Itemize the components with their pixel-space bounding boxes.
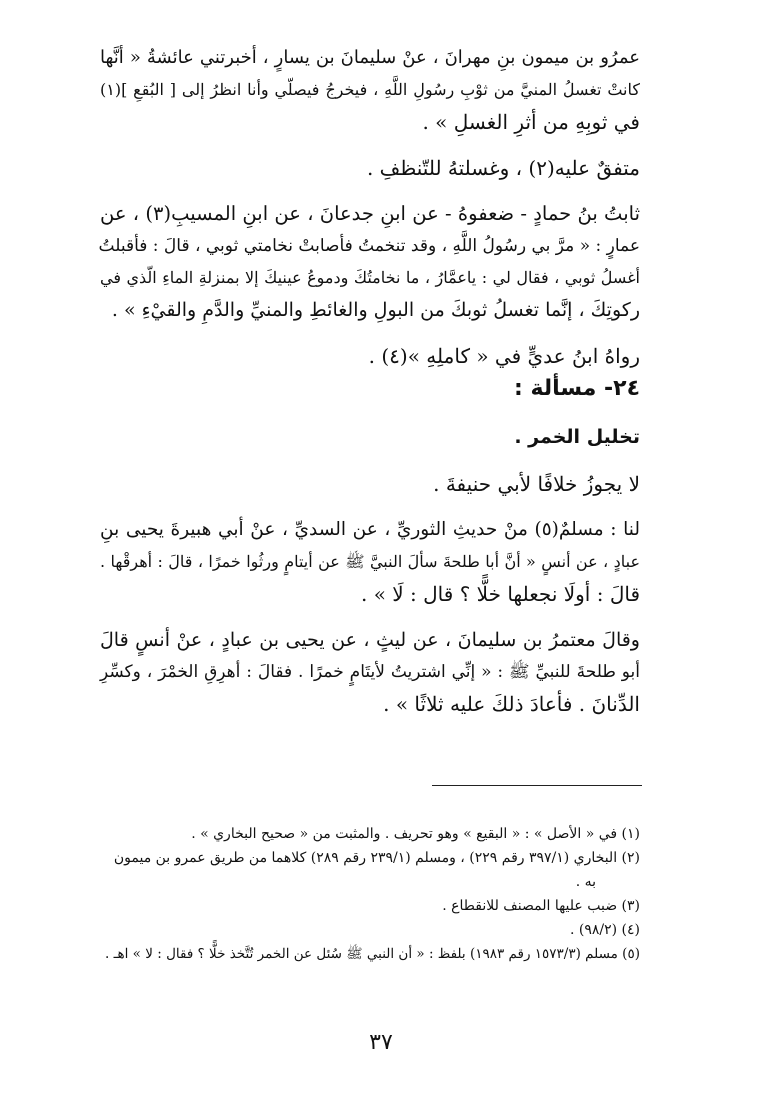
text-line: في ثوبِهِ من أثرِ الغسلِ » . [422,110,640,134]
text-line: كانتْ تغسلُ المنيَّ من ثوْبِ رسُولِ اللَّهِ ، فيخرجُ فيصلّي وأنا انظرُ إلى [ البُقعِ ](١) [100,80,640,99]
text-line: ثابتُ بنُ حمادٍ - ضعفوهُ - عن ابنِ جدعانَ ، عن ابنِ المسيبِ(٣) ، عن [100,202,640,225]
text-line: رواهُ ابنُ عديٍّ في « كاملِهِ »(٤) . [368,344,640,368]
text-line: أغسلُ ثوبي ، فقال لي : ياعمَّارُ ، ما نخامتُكَ ودموعُ عينيكَ إلا بمنزلةِ الماءِ الّذي في [100,268,640,287]
text-line: لنا : مسلمٌ(٥) منْ حديثِ الثوريِّ ، عن السديِّ ، عنْ أبي هبيرةَ يحيى بنِ [100,519,640,540]
footnotes [100,822,640,966]
text-line: لا يجوزُ خلافًا لأبي حنيفةَ . [433,472,640,496]
footnote: (٣) ضبب عليها المصنف للانقطاع . [442,898,640,914]
page-number: ٣٧ [369,1030,393,1055]
page-body [100,42,640,720]
text-line: وقالَ معتمرُ بن سليمانَ ، عن ليثٍ ، عن يحيى بن عبادٍ ، عنْ أنسٍ قالَ [100,629,640,651]
footnote-divider [432,785,642,786]
text-line: ركوتِكَ ، إنَّما تغسلُ ثوبكَ من البولِ والغائطِ والمنيِّ والدَّمِ والقيْءِ » . [111,299,640,321]
text-line: عبادٍ ، عن أنسٍ « أنَّ أبا طلحةَ سألَ النبيَّ ﷺ عن أيتامٍ ورثُوا خمرًا ، قالَ : أهرقْها . [100,552,640,571]
footnote: (٥) مسلم (١٥٧٣/٣ رقم ١٩٨٣) بلفظ : « أن النبي ﷺ سُئل عن الخمر تُتَّخذ خلًّا ؟ فقال : لا » اهـ . [104,946,640,962]
text-line: قالَ : أولَا نجعلها خلًّا ؟ قال : لَا » . [360,582,640,606]
footnote: (٤) (٩٨/٢) . [569,922,640,938]
text-line: الدِّنانَ . فأعادَ ذلكَ عليه ثلاثًا » . [383,692,640,716]
text-line: عمارٍ : « مرَّ بي رسُولُ اللَّهِ ، وقد تنخمتُ فأصابتْ نخامتي ثوبي ، قالَ : فأقبلتُ [98,236,640,256]
text-line: أبو طلحةَ للنبيِّ ﷺ : « إنِّي اشتريتُ لأيتَامٍ خمرًا . فقالَ : أهرِقِ الخمْرَ ، وكسِّرِ [100,662,640,682]
text-line: عمرُو بن ميمون بنِ مهرانَ ، عنْ سليمانَ بن يسارٍ ، أخبرتني عائشةُ « أنَّها [100,47,640,68]
section-subheading: تخليل الخمر . [514,426,640,448]
text-line: متفقٌ عليه(٢) ، وغسلتهُ للتّنظفِ . [366,156,640,180]
footnote-continuation: به . [575,874,596,890]
section-heading: ٢٤- مسألة : [514,376,640,401]
footnote: (٢) البخاري (٣٩٧/١ رقم ٢٢٩) ، ومسلم (٢٣٩/١ رقم ٢٨٩) كلاهما من طريق عمرو بن ميمون [113,850,640,866]
footnote: (١) في « الأصل » : « البقيع » وهو تحريف . والمثبت من « صحيح البخاري » . [191,826,640,842]
